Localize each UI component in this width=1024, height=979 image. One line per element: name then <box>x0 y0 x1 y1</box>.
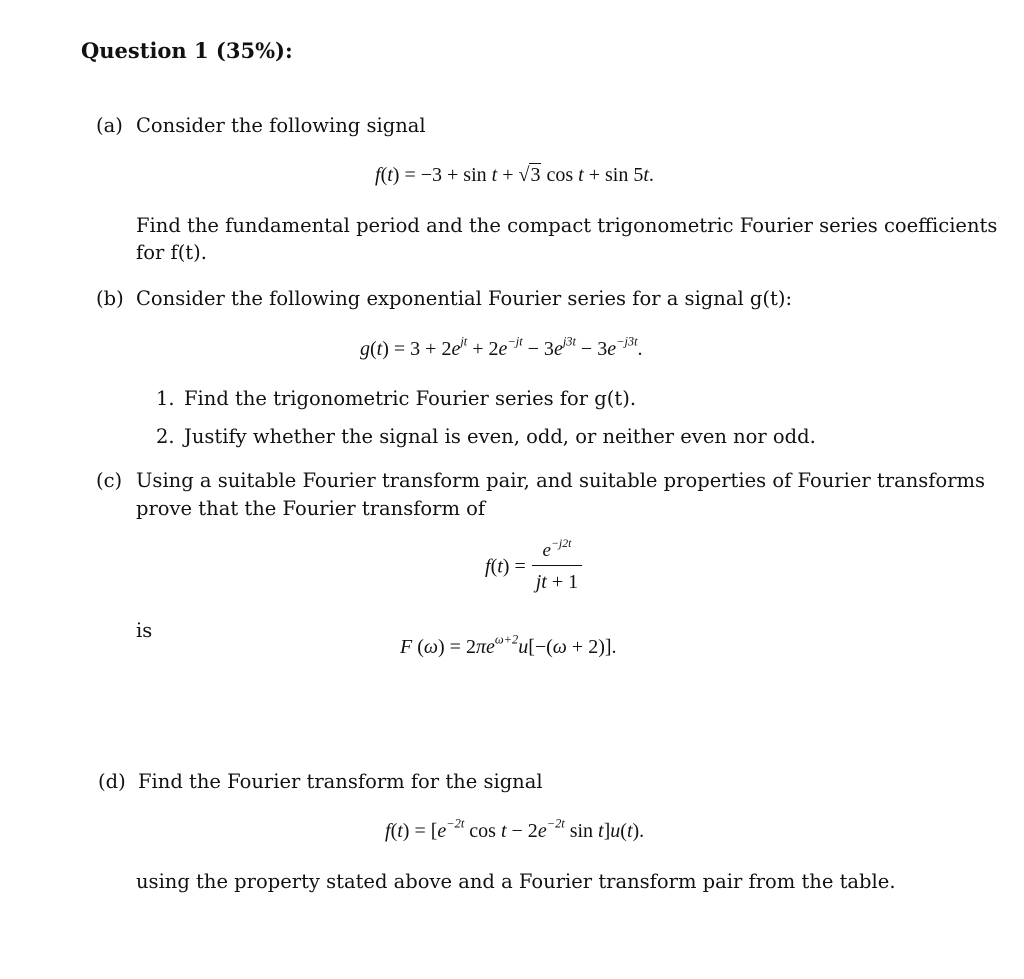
part-c-equation-1: f(t) = $\frac{e^{-j2t}}{jt + 1}$ <box>485 540 582 594</box>
part-a-task-line2: for f(t). <box>136 241 207 264</box>
part-b-item-2-number: 2. <box>156 425 175 448</box>
part-d-equation: $f(t) = [e^{-2t}$ $\cos t - 2e^{-2t}$ sin t]u(t). <box>385 816 645 842</box>
part-d-outro: using the property stated above and a Fourier transform pair from the table. <box>136 870 896 893</box>
part-a-label: (a) <box>96 114 123 137</box>
part-b-intro: Consider the following exponential Fourier series for a signal g(t): <box>136 287 793 310</box>
part-a-task-line1: Find the fundamental period and the compact trigonometric Fourier series coefficients <box>136 214 998 237</box>
part-c-line2: prove that the Fourier transform of <box>136 497 486 520</box>
part-b-item-1-text: Find the trigonometric Fourier series for g(t). <box>184 387 637 410</box>
question-title: Question 1 (35%): <box>81 38 293 63</box>
part-c-line1: Using a suitable Fourier transform pair, and suitable properties of Fourier transforms <box>136 469 986 492</box>
part-b-item-2-text: Justify whether the signal is even, odd, or neither even nor odd. <box>184 425 816 448</box>
part-c-is-label: is <box>136 619 153 642</box>
part-b-equation: $g(t) = 3 + 2e^{jt} + 2e^{-jt} - 3e^{j3t} - 3e^{-j3t}$. <box>360 334 643 360</box>
part-b-label: (b) <box>96 287 124 310</box>
part-a-intro: Consider the following signal <box>136 114 426 137</box>
part-d-intro: Find the Fourier transform for the signal <box>138 770 543 793</box>
part-d-label: (d) <box>98 770 126 793</box>
part-c-equation-2: F $(\omega) = 2\pi e^{\omega+2}u[-(\omega + 2)]$. <box>400 632 617 658</box>
part-a-equation: f(t) = −3 + sin t + √3 cos t + sin 5t. <box>375 164 654 186</box>
part-c-label: (c) <box>96 469 123 492</box>
part-b-item-1-number: 1. <box>156 387 175 410</box>
